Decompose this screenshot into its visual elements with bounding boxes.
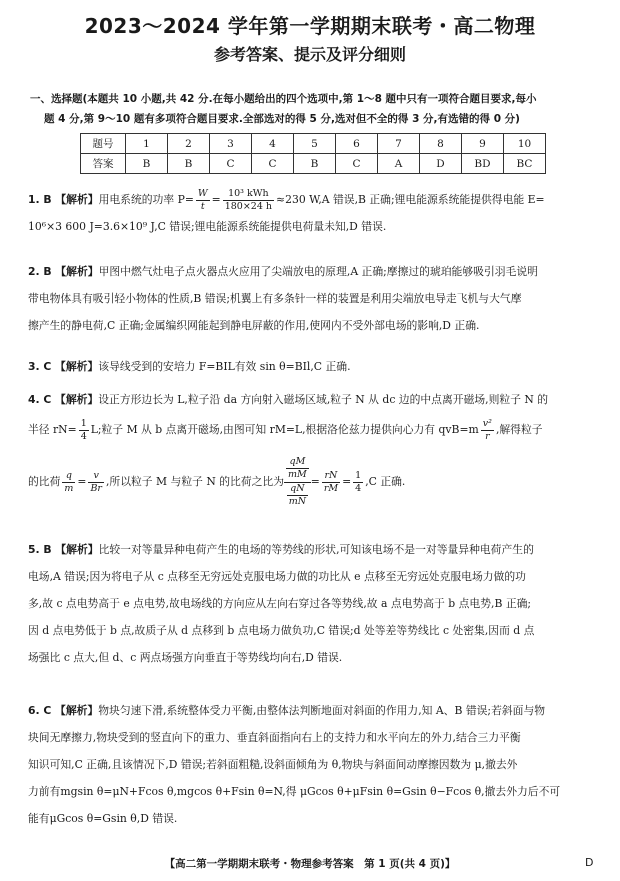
q1-line-2: 10⁶×3 600 J=3.6×10⁹ J,C 错误;锂电能源系统能提供电荷量未知,D 错误. (28, 220, 387, 233)
question-2 (28, 258, 596, 339)
table-cell-answer: D (420, 154, 462, 174)
answer-table (80, 133, 546, 174)
table-cell-answer: BC (504, 154, 546, 174)
q2-text-1: 甲图中燃气灶电子点火器点火应用了尖端放电的原理,A 正确;摩擦过的琥珀能够吸引羽毛说明 (98, 265, 538, 278)
q1-line-1 (28, 186, 596, 213)
page-footer: 【高二第一学期期末联考・物理参考答案 第 1 页(共 4 页)】 (164, 858, 456, 870)
q5-line-4: 因 d 点电势低于 b 点,故质子从 d 点移到 b 点电场力做负功,C 错误;d 处等差等势线比 c 处密集,因而 d 点 (28, 624, 535, 637)
compound-numerator (284, 456, 311, 483)
table-cell-answer: A (378, 154, 420, 174)
q1-fraction-w-t (196, 188, 210, 213)
q6-line-1 (28, 697, 596, 724)
table-cell-number: 7 (378, 134, 420, 154)
fraction-numerator: 1 (80, 417, 87, 429)
fraction-numerator: q (62, 470, 75, 483)
q2-line-1 (28, 258, 596, 285)
q4-text-2a: 半径 rN= (28, 423, 77, 436)
fraction-numerator: 1 (355, 469, 362, 481)
instructions-line-2: 题 4 分,第 9～10 题有多项符合题目要求.全部选对的得 5 分,选对但不全的得 3 分,有选错的得 0 分) (44, 113, 520, 125)
table-cell-answer: B (294, 154, 336, 174)
fraction-denominator: m (64, 482, 74, 494)
fraction-numerator: rN (322, 470, 340, 483)
table-cell-answer: B (126, 154, 168, 174)
table-cell-number: 5 (294, 134, 336, 154)
q4-equals-1: = (77, 475, 87, 488)
q1-equals: = (211, 193, 221, 206)
q5-tag: 5. B 【解析】 (28, 543, 99, 556)
instructions-line-1: 一、选择题(本题共 10 小题,共 42 分.在每小题给出的四个选项中,第 1～8 题中只有一项符合题目要求,每小 (30, 93, 537, 105)
q6-line-5: 能有μGcos θ=Gsin θ,D 错误. (28, 812, 178, 825)
q4-fraction-qn-mn (287, 483, 308, 508)
q6-line-2: 块间无摩擦力,物块受到的竖直向下的重力、垂直斜面指向右上的支持力和水平向左的外力,结合三力平衡 (28, 731, 521, 744)
page-subtitle: 参考答案、提示及评分细则 (213, 45, 406, 64)
q6-tag: 6. C 【解析】 (28, 704, 99, 717)
fraction-denominator: 180×24 h (224, 200, 273, 212)
page-code: D (585, 856, 594, 869)
q5-line-1 (28, 536, 596, 563)
fraction-denominator: mN (288, 496, 307, 507)
q1-text-a: 用电系统的功率 P= (98, 193, 194, 206)
question-1 (28, 186, 596, 240)
q6-text-1: 物块匀速下滑,系统整体受力平衡,由整体法判断地面对斜面的作用力,知 A、B 错误;若斜面与物 (98, 704, 546, 717)
q5-line-5: 场强比 c 点大,但 d、c 两点场强方向垂直于等势线均向右,D 错误. (28, 651, 343, 664)
q4-fraction-rn-rm (322, 470, 340, 495)
q4-compound-fraction (284, 456, 311, 508)
question-4 (28, 386, 596, 517)
q1-text-b: ≈230 W,A 错误,B 正确;锂电能源系统能提供得电能 E= (276, 193, 545, 206)
fraction-denominator: Br (90, 482, 102, 494)
fraction-numerator: qN (287, 483, 308, 496)
fraction-denominator: 4 (80, 430, 87, 442)
q4-text-3a: 的比荷 (28, 475, 61, 488)
q4-text-1: 设正方形边长为 L,粒子沿 da 方向射入磁场区域,粒子 N 从 dc 边的中点离开磁场,则粒子 N 的 (98, 393, 549, 406)
table-cell-number: 9 (462, 134, 504, 154)
compound-denominator (284, 483, 311, 508)
question-3 (28, 353, 596, 380)
q5-text-1: 比较一对等量异种电荷产生的电场的等势线的形状,可知该电场不是一对等量异种电荷产生的 (98, 543, 534, 556)
fraction-denominator: mM (288, 469, 307, 480)
table-cell-number: 8 (420, 134, 462, 154)
fraction-numerator: v² (482, 417, 492, 429)
page-title: 2023～2024 学年第一学期期末联考・高二物理 (84, 14, 536, 38)
table-cell-number: 2 (168, 134, 210, 154)
q2-line-2: 带电物体具有吸引轻小物体的性质,B 错误;机翼上有多条针一样的装置是利用尖端放电导走飞机与大气摩 (28, 292, 522, 305)
q3-text-1: 该导线受到的安培力 F=BIL有效 sin θ=BIl,C 正确. (98, 360, 351, 373)
q4-fraction-v2-r (481, 418, 494, 443)
table-cell-number: 6 (336, 134, 378, 154)
q4-tag: 4. C 【解析】 (28, 393, 99, 406)
q4-fraction-result (353, 470, 363, 495)
table-cell-number: 10 (504, 134, 546, 154)
q4-line-2 (28, 413, 596, 447)
table-row-label: 题号 (81, 134, 126, 154)
question-5 (28, 536, 596, 671)
table-cell-answer: BD (462, 154, 504, 174)
q2-tag: 2. B 【解析】 (28, 265, 99, 278)
q4-fraction-qm-mm (286, 456, 309, 481)
fraction-denominator: rM (323, 482, 339, 494)
table-cell-number: 1 (126, 134, 168, 154)
q3-tag: 3. C 【解析】 (28, 360, 99, 373)
q2-line-3: 擦产生的静电荷,C 正确;金属编织网能起到静电屏蔽的作用,使网内不受外部电场的影响,D 正确. (28, 319, 480, 332)
fraction-numerator: 10³ kWh (223, 188, 274, 201)
table-cell-answer: C (336, 154, 378, 174)
q1-fraction-energy-time (223, 188, 274, 213)
answer-table-answer-row (81, 154, 546, 174)
q4-line-3 (28, 447, 596, 517)
fraction-denominator: t (200, 200, 205, 212)
q4-fraction-v-br (88, 470, 104, 495)
q6-line-3: 知识可知,C 正确,且该情况下,D 错误;若斜面粗糙,设斜面倾角为 θ,物块与斜面间动摩擦因数为 μ,撤去外 (28, 758, 518, 771)
table-cell-number: 3 (210, 134, 252, 154)
fraction-numerator: W (197, 187, 208, 199)
table-cell-number: 4 (252, 134, 294, 154)
table-cell-answer: B (168, 154, 210, 174)
q4-text-2b: L;粒子 M 从 b 点离开磁场,由图可知 rM=L,根据洛伦兹力提供向心力有 qvB=m (90, 423, 479, 436)
q3-line-1 (28, 353, 596, 380)
q4-line-1 (28, 386, 596, 413)
q4-equals-3: = (342, 475, 352, 488)
q5-line-2: 电场,A 错误;因为将电子从 c 点移至无穷远处克服电场力做的功比从 e 点移至无穷远处克服电场力做的功 (28, 570, 526, 583)
question-6 (28, 697, 596, 832)
q4-equals-2: = (310, 475, 320, 488)
answer-table-number-row (81, 134, 546, 154)
q4-fraction-q-m (62, 470, 75, 495)
fraction-numerator: qM (286, 456, 309, 469)
q4-text-3b: ,所以粒子 M 与粒子 N 的比荷之比为 (105, 475, 285, 488)
fraction-denominator: r (485, 430, 490, 442)
table-cell-answer: C (210, 154, 252, 174)
q4-text-2c: ,解得粒子 (495, 423, 543, 436)
q4-fraction-quarter (79, 418, 89, 443)
q1-tag: 1. B 【解析】 (28, 193, 99, 206)
q6-line-4: 力前有mgsin θ=μN+Fcos θ,mgcos θ+Fsin θ=N,得 μGcos θ+μFsin θ=Gsin θ−Fcos θ,撤去外力后不可 (28, 785, 561, 798)
q5-line-3: 多,故 c 点电势高于 e 点电势,故电场线的方向应从左向右穿过各等势线,故 a 点电势高于 b 点电势,B 正确; (28, 597, 532, 610)
table-row-label: 答案 (81, 154, 126, 174)
q4-text-3c: ,C 正确. (365, 475, 406, 488)
section-instructions (30, 89, 598, 129)
fraction-numerator: v (88, 470, 104, 483)
table-cell-answer: C (252, 154, 294, 174)
fraction-denominator: 4 (355, 482, 362, 494)
